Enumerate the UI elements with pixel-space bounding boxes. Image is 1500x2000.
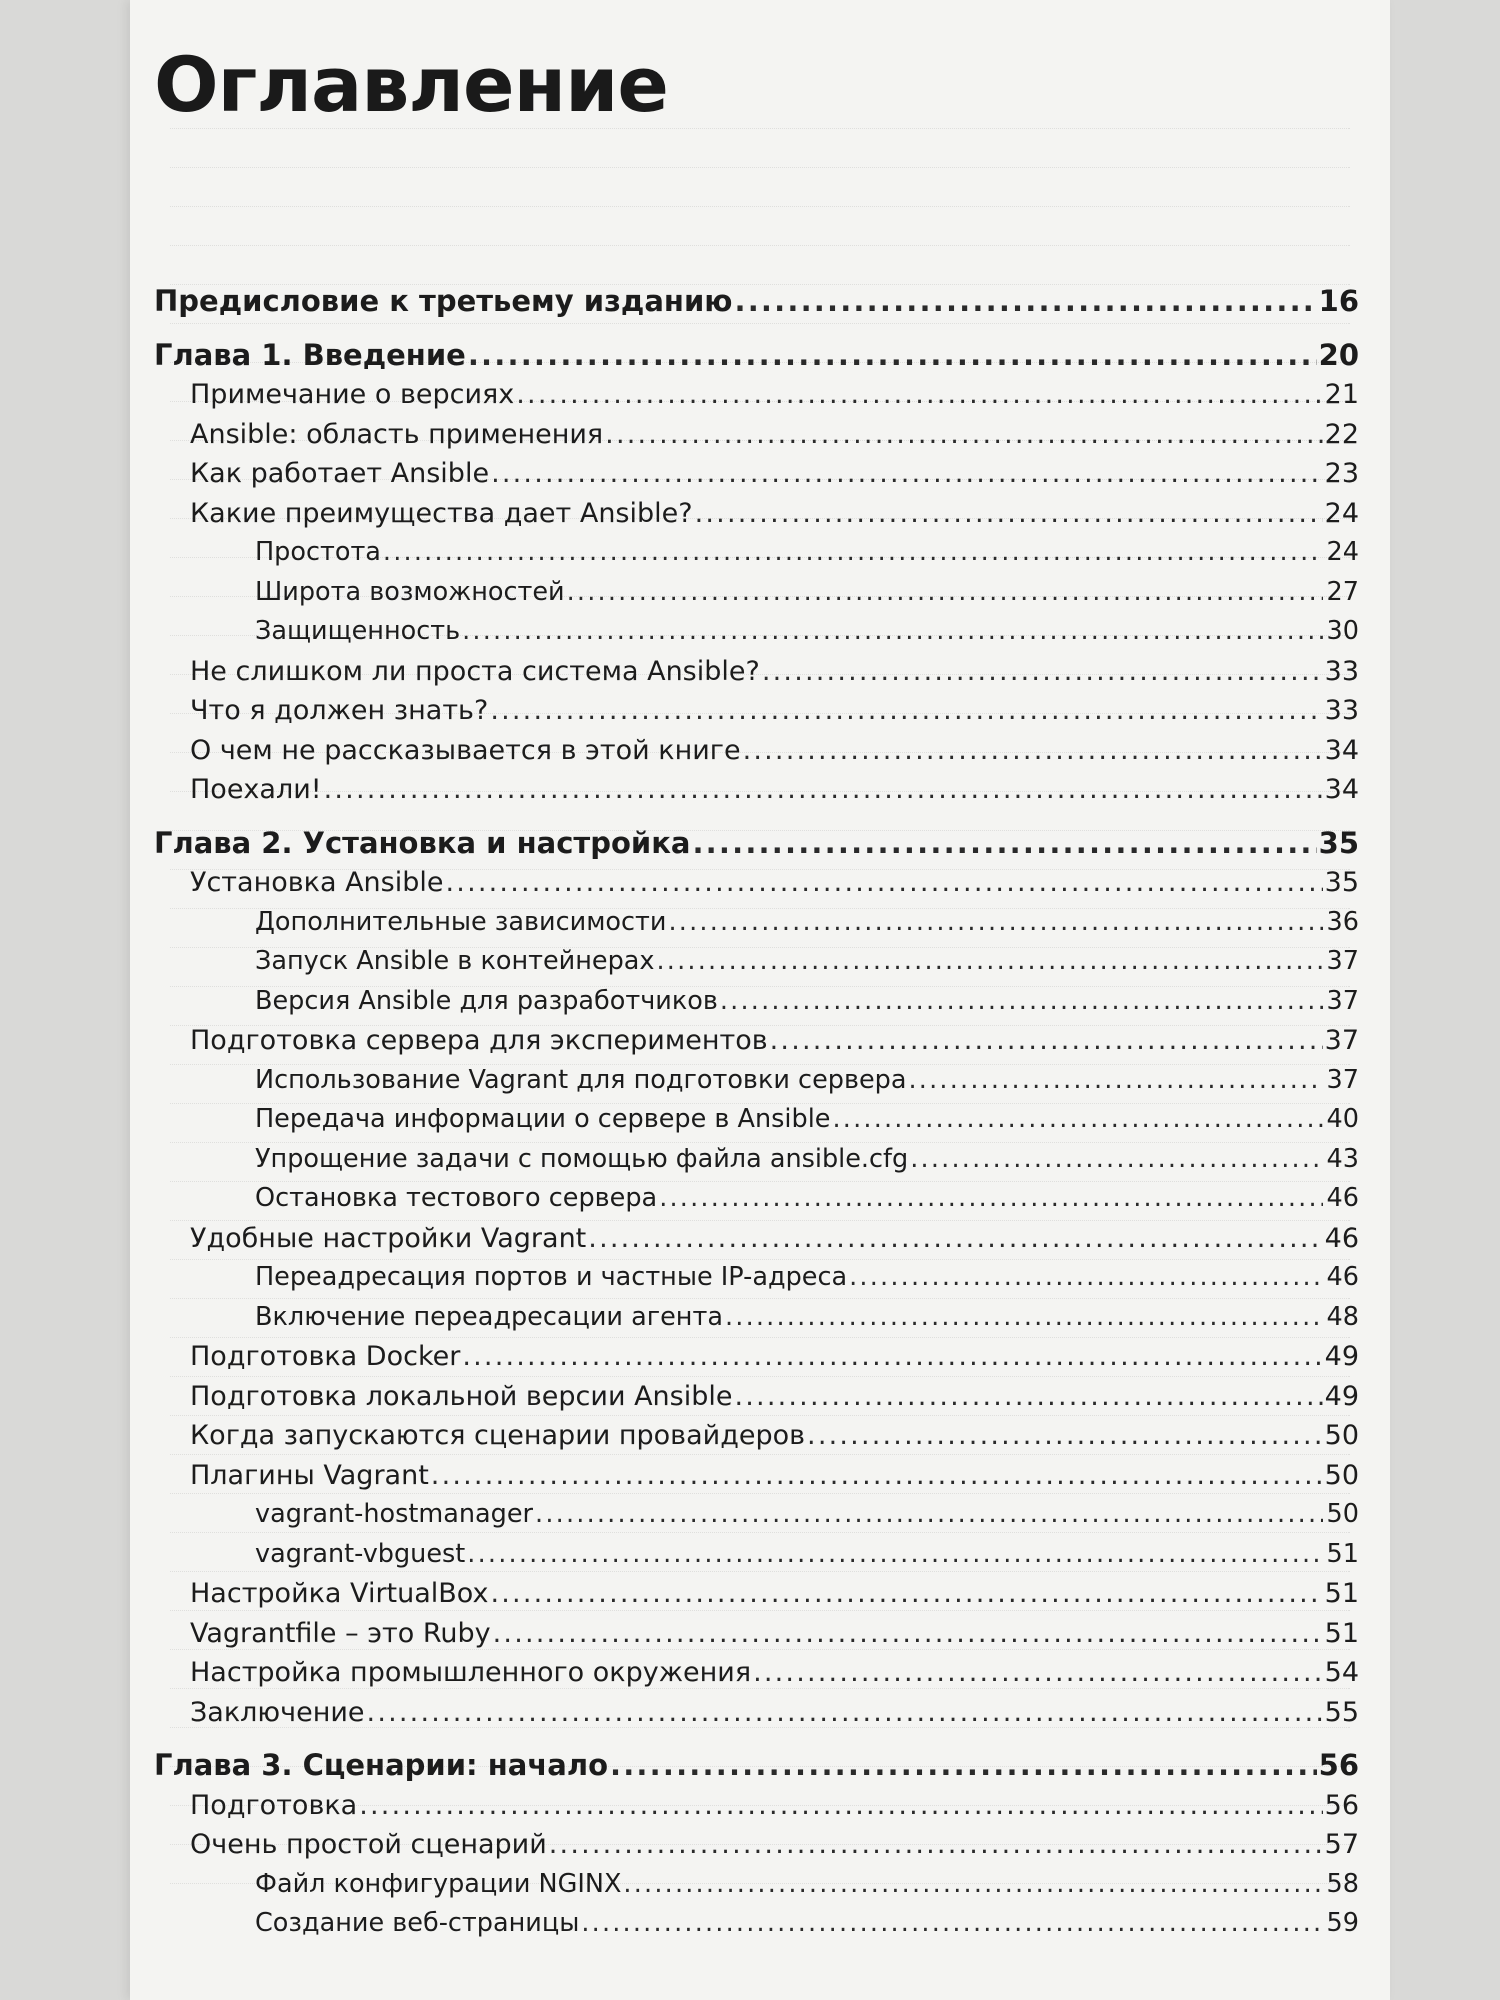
toc-entry-title: Подготовка сервера для экспериментов [190, 1025, 768, 1056]
toc-entry [154, 415, 1359, 455]
toc-page-number: 54 [1324, 1657, 1359, 1688]
toc-entry [154, 533, 1359, 573]
toc-entry [154, 1535, 1359, 1575]
toc-entry [154, 1337, 1359, 1377]
toc-entry [154, 770, 1359, 810]
toc-page-number: 20 [1318, 337, 1359, 372]
toc-entry [154, 1100, 1359, 1140]
toc-page-number: 24 [1324, 497, 1359, 529]
toc-entry-title: Плагины Vagrant [190, 1459, 429, 1491]
toc-page-number: 48 [1326, 1301, 1359, 1332]
toc-entry [154, 1298, 1359, 1338]
dot-leader [490, 691, 1322, 731]
toc-page-number: 50 [1324, 1459, 1359, 1491]
dot-leader [753, 1653, 1323, 1693]
dot-leader [692, 824, 1316, 864]
dot-leader [383, 533, 1323, 573]
dot-leader [367, 1693, 1323, 1733]
toc-entry [154, 1574, 1359, 1614]
toc-entry-title: Ansible: область применения [190, 418, 604, 450]
toc-page-number: 50 [1326, 1499, 1359, 1529]
toc-entry [154, 1456, 1359, 1496]
toc-entry-title: vagrant-hostmanager [255, 1499, 534, 1529]
dot-leader [324, 770, 1323, 810]
toc-page-number: 57 [1324, 1829, 1359, 1860]
toc-entry-title: Создание веб-страницы [255, 1908, 580, 1938]
dot-leader [807, 1416, 1323, 1456]
toc-page-number: 36 [1326, 906, 1359, 937]
toc-page-number: 37 [1326, 946, 1359, 976]
toc-entry-title: О чем не рассказывается в этой книге [190, 734, 741, 766]
toc-entry [154, 1179, 1359, 1219]
table-of-contents [154, 282, 1359, 1944]
toc-entry-title: Подготовка локальной версии Ansible [190, 1380, 733, 1412]
dot-leader [623, 1865, 1323, 1905]
toc-page-number: 40 [1326, 1104, 1359, 1134]
dot-leader [743, 731, 1323, 771]
toc-entry [154, 1140, 1359, 1180]
toc-entry [154, 1904, 1359, 1944]
toc-entry-title: Не слишком ли проста система Ansible? [190, 655, 760, 687]
toc-page-number: 50 [1324, 1420, 1359, 1451]
toc-page-number: 37 [1326, 1064, 1359, 1095]
toc-page-number: 46 [1326, 1262, 1359, 1292]
toc-entry [154, 1865, 1359, 1905]
show-through-line [170, 129, 1350, 168]
toc-page-number: 55 [1324, 1696, 1359, 1728]
toc-entry [154, 1219, 1359, 1259]
toc-page-number: 58 [1326, 1868, 1359, 1899]
toc-entry-title: Vagrantfile – это Ruby [190, 1617, 491, 1649]
dot-leader [720, 982, 1323, 1022]
toc-page-number: 56 [1324, 1789, 1359, 1821]
toc-entry [154, 494, 1359, 534]
toc-entry [154, 903, 1359, 943]
dot-leader [567, 573, 1323, 613]
toc-page-number: 27 [1326, 576, 1359, 607]
dot-leader [490, 1574, 1322, 1614]
dot-leader [849, 1258, 1323, 1298]
toc-entry [154, 863, 1359, 903]
toc-entry-title: Как работает Ansible [190, 458, 490, 489]
toc-entry-title: Переадресация портов и частные IP-адреса [255, 1262, 848, 1292]
toc-entry-title: Включение переадресации агента [255, 1301, 723, 1332]
dot-leader [908, 1061, 1323, 1101]
toc-entry-title: Поехали! [190, 774, 322, 805]
toc-page-number: 23 [1324, 458, 1359, 489]
toc-page-number: 16 [1318, 284, 1359, 318]
toc-entry [154, 1416, 1359, 1456]
toc-page-number: 30 [1326, 616, 1359, 646]
toc-entry-title: Защищенность [255, 616, 461, 646]
toc-entry [154, 1377, 1359, 1417]
toc-entry-title: vagrant-vbguest [255, 1538, 466, 1569]
toc-entry-title: Файл конфигурации NGINX [255, 1868, 622, 1899]
show-through-line [170, 207, 1350, 246]
dot-leader [734, 282, 1316, 322]
dot-leader [605, 415, 1322, 455]
dot-leader [832, 1100, 1323, 1140]
toc-entry [154, 1258, 1359, 1298]
toc-page-number: 59 [1326, 1908, 1359, 1938]
toc-entry-title: Подготовка Docker [190, 1341, 461, 1372]
toc-entry [154, 942, 1359, 982]
toc-entry-title: Удобные настройки Vagrant [190, 1222, 587, 1254]
toc-chapter-entry [154, 1746, 1359, 1786]
toc-entry-title: Настройка VirtualBox [190, 1578, 489, 1609]
toc-page-number: 35 [1318, 825, 1359, 860]
dot-leader [770, 1021, 1323, 1061]
toc-entry [154, 1061, 1359, 1101]
toc-chapter-entry [154, 282, 1359, 322]
toc-page-number: 46 [1326, 1183, 1359, 1213]
toc-entry-title: Простота [255, 537, 381, 567]
dot-leader [659, 1179, 1323, 1219]
toc-page-number: 43 [1326, 1143, 1359, 1174]
dot-leader [695, 494, 1323, 534]
toc-entry-title: Глава 2. Установка и настройка [154, 825, 691, 860]
toc-entry-title: Использование Vagrant для подготовки сервера [255, 1064, 907, 1095]
show-through-line [170, 246, 1350, 285]
toc-entry [154, 1693, 1359, 1733]
toc-entry [154, 1825, 1359, 1865]
toc-entry-title: Глава 1. Введение [154, 337, 466, 372]
toc-page-number: 22 [1324, 418, 1359, 450]
toc-entry-title: Глава 3. Сценарии: начало [154, 1748, 608, 1782]
dot-leader [668, 903, 1323, 943]
show-through-line [170, 168, 1350, 207]
toc-page-number: 24 [1326, 537, 1359, 567]
dot-leader [610, 1746, 1317, 1786]
toc-page-number: 46 [1324, 1222, 1359, 1254]
toc-entry [154, 1614, 1359, 1654]
toc-page-number: 37 [1326, 985, 1359, 1016]
toc-entry-title: Когда запускаются сценарии провайдеров [190, 1420, 806, 1451]
dot-leader [657, 942, 1324, 982]
toc-entry [154, 652, 1359, 692]
toc-entry-title: Предисловие к третьему изданию [154, 284, 733, 318]
toc-entry-title: Что я должен знать? [190, 695, 489, 726]
toc-page-number: 34 [1324, 734, 1359, 766]
dot-leader [462, 1337, 1322, 1377]
toc-entry-title: Настройка промышленного окружения [190, 1657, 752, 1688]
toc-chapter-entry [154, 336, 1359, 376]
dot-leader [516, 375, 1322, 415]
toc-entry-title: Запуск Ansible в контейнерах [255, 946, 655, 976]
toc-page-number: 49 [1324, 1380, 1359, 1412]
toc-entry-title: Передача информации о сервере в Ansible [255, 1104, 831, 1134]
toc-entry [154, 731, 1359, 771]
toc-entry [154, 454, 1359, 494]
toc-entry-title: Заключение [190, 1696, 365, 1728]
toc-entry [154, 375, 1359, 415]
toc-entry-title: Дополнительные зависимости [255, 906, 667, 937]
toc-page-number: 33 [1324, 655, 1359, 687]
dot-leader [910, 1140, 1323, 1180]
toc-entry-title: Какие преимущества дает Ansible? [190, 497, 693, 529]
toc-page-number: 51 [1324, 1578, 1359, 1609]
toc-page-number: 51 [1326, 1538, 1359, 1569]
dot-leader [431, 1456, 1323, 1496]
dot-leader [467, 1535, 1323, 1575]
book-page [130, 0, 1390, 2000]
toc-page-number: 37 [1324, 1025, 1359, 1056]
toc-entry [154, 612, 1359, 652]
toc-entry-title: Подготовка [190, 1789, 358, 1821]
dot-leader [734, 1377, 1322, 1417]
dot-leader [581, 1904, 1323, 1944]
toc-entry [154, 982, 1359, 1022]
toc-entry-title: Очень простой сценарий [190, 1829, 547, 1860]
toc-page-number: 34 [1324, 774, 1359, 805]
toc-entry [154, 1021, 1359, 1061]
toc-entry-title: Остановка тестового сервера [255, 1183, 658, 1213]
toc-page-number: 56 [1318, 1748, 1359, 1782]
toc-page-number: 33 [1324, 695, 1359, 726]
dot-leader [462, 612, 1323, 652]
dot-leader [725, 1298, 1323, 1338]
toc-entry-title: Упрощение задачи с помощью файла ansible.cfg [255, 1143, 909, 1174]
dot-leader [493, 1614, 1323, 1654]
dot-leader [491, 454, 1323, 494]
toc-page-number: 51 [1324, 1617, 1359, 1649]
dot-leader [359, 1786, 1322, 1826]
dot-leader [446, 863, 1323, 903]
toc-page-number: 49 [1324, 1341, 1359, 1372]
toc-entry-title: Версия Ansible для разработчиков [255, 985, 718, 1016]
toc-entry [154, 1495, 1359, 1535]
dot-leader [762, 652, 1323, 692]
toc-entry [154, 573, 1359, 613]
toc-entry [154, 1786, 1359, 1826]
toc-page-number: 35 [1324, 867, 1359, 898]
dot-leader [535, 1495, 1323, 1535]
toc-entry-title: Примечание о версиях [190, 379, 515, 410]
toc-entry-title: Установка Ansible [190, 867, 444, 898]
toc-entry-title: Широта возможностей [255, 576, 565, 607]
dot-leader [549, 1825, 1323, 1865]
dot-leader [468, 336, 1317, 376]
toc-chapter-entry [154, 824, 1359, 864]
toc-page-number: 21 [1324, 379, 1359, 410]
toc-entry [154, 1653, 1359, 1693]
dot-leader [588, 1219, 1322, 1259]
toc-entry [154, 691, 1359, 731]
page-title: Оглавление [154, 40, 668, 129]
